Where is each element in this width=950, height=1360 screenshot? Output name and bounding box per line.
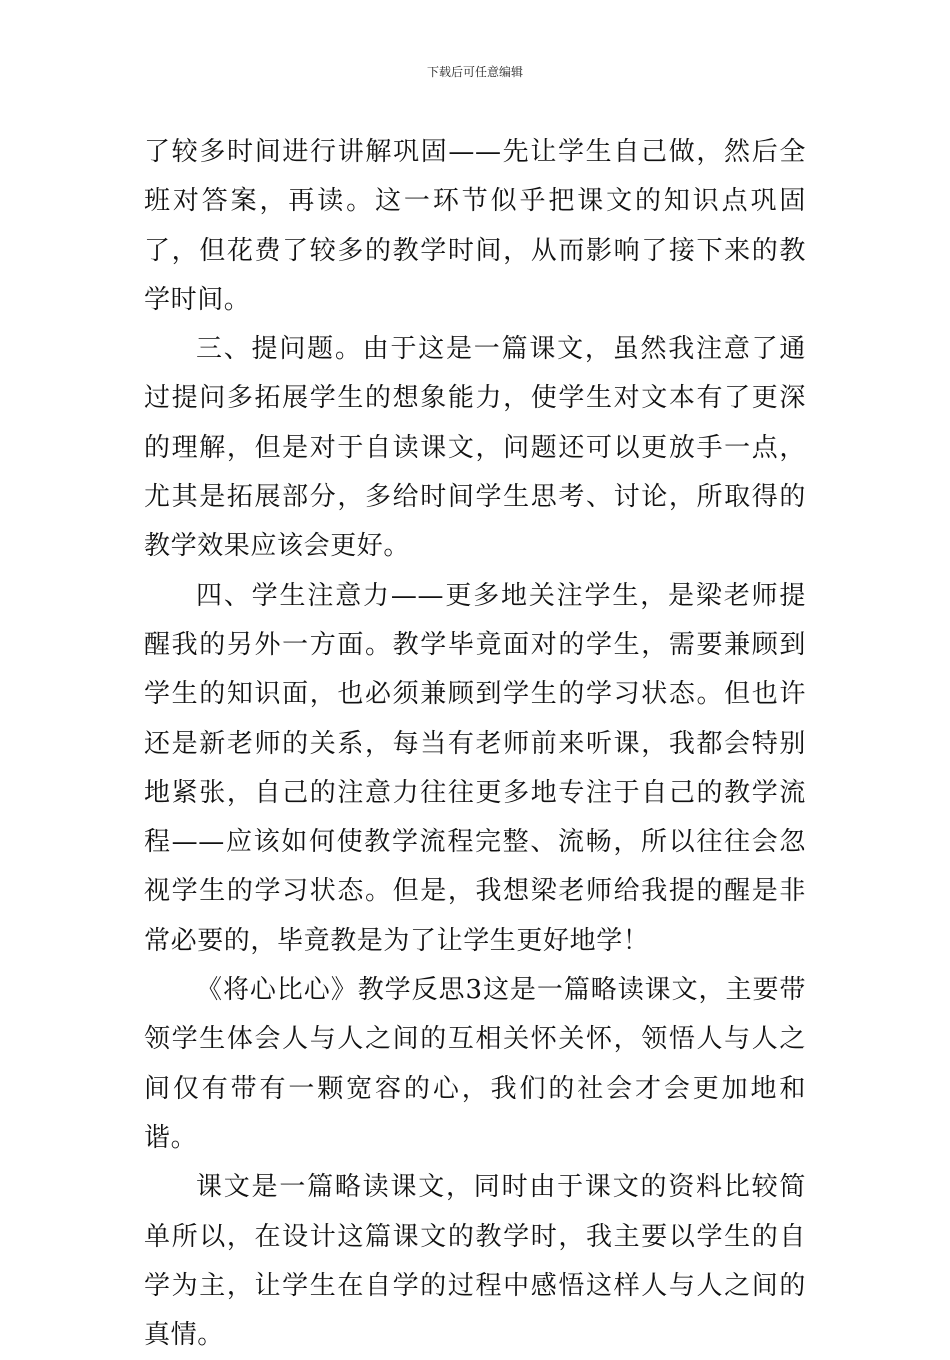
paragraph-4: 《将心比心》教学反思3这是一篇略读课文，主要带领学生体会人与人之间的互相关怀关怀，领悟人与人之间仅有带有一颗宽容的心，我们的社会才会更加地和谐。 [144, 975, 806, 1153]
body-text [144, 128, 806, 1360]
page-header: 下载后可任意编辑 [426, 65, 523, 79]
paragraph-3: 四、学生注意力——更多地关注学生，是梁老师提醒我的另外一方面。教学毕竟面对的学生，需要兼顾到学生的知识面，也必须兼顾到学生的学习状态。但也许还是新老师的关系，每当有老师前来听课，我都会特别地紧张，自己的注意力往往更多地专注于自己的教学流程——应该如何使教学流程完整、流畅，所以往往会忽视学生的学习状态。但是，我想梁老师给我提的醒是非常必要的，毕竟教是为了让学生更好地学！ [144, 580, 806, 956]
paragraph-5: 课文是一篇略读课文，同时由于课文的资料比较简单所以，在设计这篇课文的教学时，我主要以学生的自学为主，让学生在自学的过程中感悟这样人与人之间的真情。 [144, 1172, 806, 1351]
paragraph-1: 了较多时间进行讲解巩固——先让学生自己做，然后全班对答案，再读。这一环节似乎把课文的知识点巩固了，但花费了较多的教学时间，从而影响了接下来的教学时间。 [144, 137, 806, 315]
paragraph-2: 三、提问题。由于这是一篇课文，虽然我注意了通过提问多拓展学生的想象能力，使学生对文本有了更深的理解，但是对于自读课文，问题还可以更放手一点，尤其是拓展部分，多给时间学生思考、讨论，所取得的教学效果应该会更好。 [144, 334, 806, 562]
